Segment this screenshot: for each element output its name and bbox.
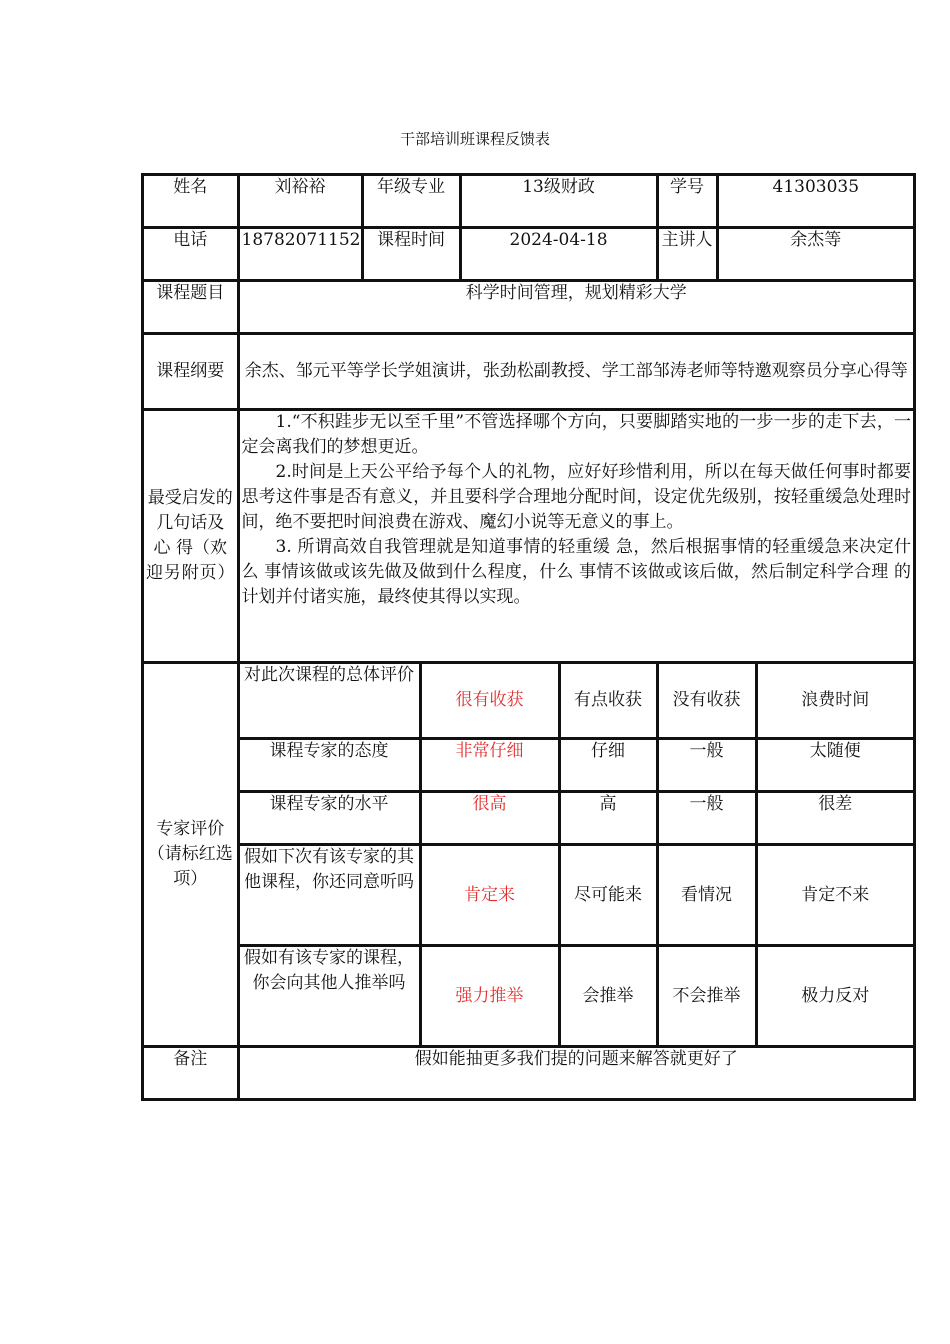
outline-label: 课程纲要	[142, 334, 238, 410]
time-label: 课程时间	[362, 228, 460, 281]
info-row-1	[142, 174, 915, 228]
name-label: 姓名	[142, 174, 238, 228]
eval-option[interactable]: 会推举	[559, 946, 657, 1047]
insight-paragraph: 1.“不积跬步无以至千里”不管选择哪个方向，只要脚踏实地的一步一步的走下去，一定会离我们的梦想更近。	[241, 412, 912, 457]
remarks-label: 备注	[142, 1047, 238, 1101]
info-row-2	[142, 228, 915, 281]
topic-value: 科学时间管理，规划精彩大学	[238, 281, 915, 334]
eval-row-4	[142, 946, 915, 1047]
eval-row-1	[142, 739, 915, 792]
remarks-row	[142, 1047, 915, 1101]
id-value: 41303035	[717, 174, 915, 228]
eval-option[interactable]: 高	[559, 792, 657, 845]
insights-row	[142, 410, 915, 663]
speaker-label: 主讲人	[657, 228, 717, 281]
topic-label: 课程题目	[142, 281, 238, 334]
eval-option[interactable]: 肯定不来	[756, 845, 915, 946]
eval-option[interactable]: 有点收获	[559, 663, 657, 739]
eval-question: 课程专家的态度	[238, 739, 420, 792]
eval-option[interactable]: 没有收获	[657, 663, 756, 739]
eval-option-selected[interactable]: 肯定来	[420, 845, 559, 946]
eval-option-selected[interactable]: 强力推举	[420, 946, 559, 1047]
eval-row-0	[142, 663, 915, 739]
eval-option-selected[interactable]: 很高	[420, 792, 559, 845]
insights-label: 最受启发的几句话及 心 得（欢迎另附页）	[142, 410, 238, 663]
outline-value: 余杰、邹元平等学长学姐演讲，张劲松副教授、学工部邹涛老师等特邀观察员分享心得等	[238, 334, 915, 410]
feedback-form-table	[141, 173, 916, 1101]
eval-row-2	[142, 792, 915, 845]
name-value: 刘裕裕	[238, 174, 362, 228]
outline-row	[142, 334, 915, 410]
phone-value: 18782071152	[238, 228, 362, 281]
evaluation-label: 专家评价（请标红选项）	[142, 663, 238, 1047]
page-title: 干部培训班课程反馈表	[399, 130, 550, 148]
eval-option[interactable]: 看情况	[657, 845, 756, 946]
major-value: 13级财政	[460, 174, 657, 228]
time-value: 2024-04-18	[460, 228, 657, 281]
eval-option-selected[interactable]: 非常仔细	[420, 739, 559, 792]
eval-option-selected[interactable]: 很有收获	[420, 663, 559, 739]
remarks-value: 假如能抽更多我们提的问题来解答就更好了	[238, 1047, 915, 1101]
eval-option[interactable]: 尽可能来	[559, 845, 657, 946]
eval-option[interactable]: 仔细	[559, 739, 657, 792]
eval-question: 假如下次有该专家的其他课程，你还同意听吗	[238, 845, 420, 946]
eval-question: 课程专家的水平	[238, 792, 420, 845]
topic-row	[142, 281, 915, 334]
insights-content	[238, 410, 915, 663]
insight-paragraph: 2.时间是上天公平给予每个人的礼物，应好好珍惜利用，所以在每天做任何事时都要思考这件事是否有意义，并且要科学合理地分配时间，设定优先级别，按轻重缓急处理时间，绝不要把时间浪费在游戏、魔幻小说等无意义的事上。	[241, 462, 912, 532]
eval-option[interactable]: 一般	[657, 792, 756, 845]
eval-option[interactable]: 浪费时间	[756, 663, 915, 739]
eval-option[interactable]: 太随便	[756, 739, 915, 792]
eval-option[interactable]: 极力反对	[756, 946, 915, 1047]
phone-label: 电话	[142, 228, 238, 281]
eval-question: 假如有该专家的课程，你会向其他人推举吗	[238, 946, 420, 1047]
eval-option[interactable]: 一般	[657, 739, 756, 792]
id-label: 学号	[657, 174, 717, 228]
eval-row-3	[142, 845, 915, 946]
speaker-value: 余杰等	[717, 228, 915, 281]
major-label: 年级专业	[362, 174, 460, 228]
eval-question: 对此次课程的总体评价	[238, 663, 420, 739]
eval-option[interactable]: 很差	[756, 792, 915, 845]
insight-paragraph: 3. 所谓高效自我管理就是知道事情的轻重缓 急，然后根据事情的轻重缓急来决定什么 事情该做或该先做及做到什么程度，什么 事情不该做或该后做，然后制定科学合理 的计划并付诸实施，最终使其得以实现。	[241, 537, 912, 607]
eval-option[interactable]: 不会推举	[657, 946, 756, 1047]
